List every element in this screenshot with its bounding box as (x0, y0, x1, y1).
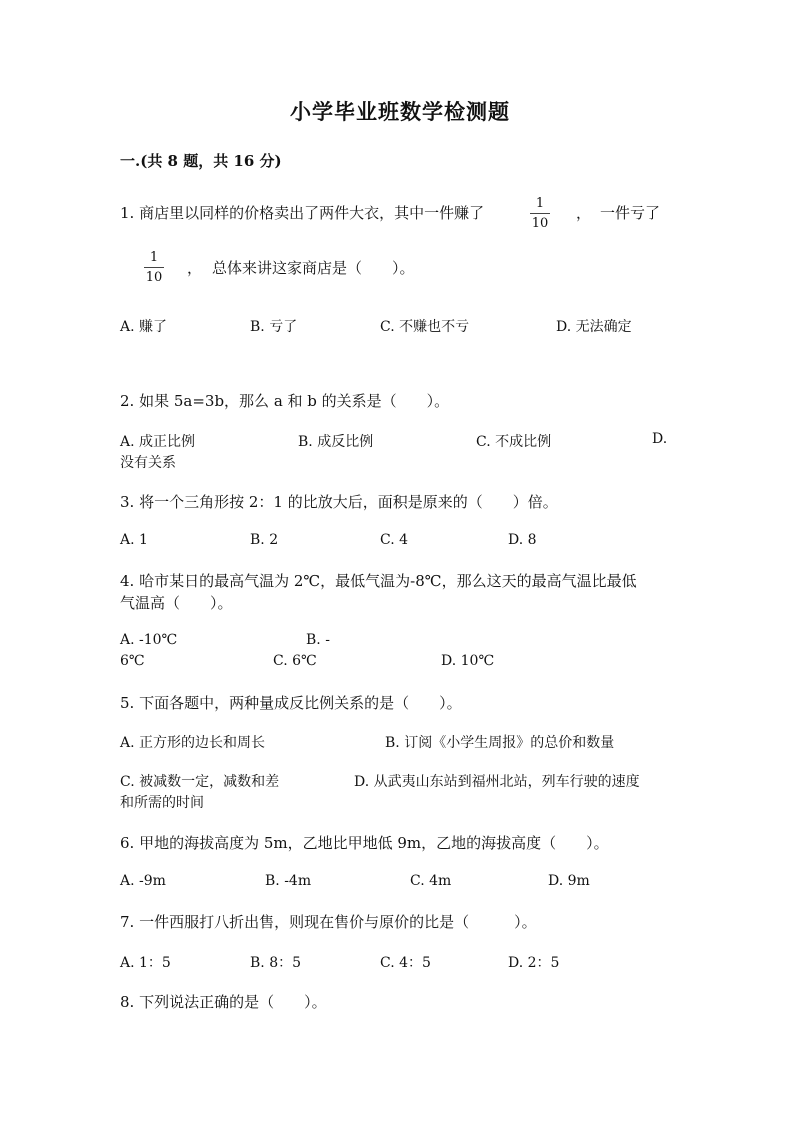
question-7-option-c[interactable]: C. 4：5 (380, 955, 431, 971)
question-2-option-c[interactable]: C. 不成比例 (476, 434, 552, 450)
fraction-2-denominator: 10 (145, 270, 163, 285)
question-4-option-c[interactable]: C. 6℃ (273, 653, 317, 669)
question-5-option-d[interactable]: D. 从武夷山东站到福州北站，列车行驶的速度 (354, 774, 640, 790)
question-3-text: 3. 将一个三角形按 2：1 的比放大后，面积是原来的（ ）倍。 (120, 493, 558, 511)
question-1-option-a[interactable]: A. 赚了 (120, 319, 168, 335)
question-3-option-b[interactable]: B. 2 (250, 532, 279, 548)
question-1-text: 1. 商店里以同样的价格卖出了两件大衣，其中一件赚了 (120, 204, 485, 222)
question-5-option-a[interactable]: A. 正方形的边长和周长 (120, 735, 266, 751)
question-8-text: 8. 下列说法正确的是（ ）。 (120, 993, 327, 1011)
fraction-1-denominator: 10 (531, 216, 549, 231)
question-4-option-b-value[interactable]: 6℃ (120, 653, 145, 669)
question-7-text: 7. 一件西服打八折出售，则现在售价与原价的比是（ ）。 (120, 913, 537, 931)
section-heading: 一.(共 8 题，共 16 分) (120, 152, 282, 170)
question-2-option-a[interactable]: A. 成正比例 (120, 434, 196, 450)
fraction-1 (529, 196, 551, 231)
question-6-option-a[interactable]: A. -9m (120, 873, 166, 889)
question-4-option-d[interactable]: D. 10℃ (441, 653, 495, 669)
question-4-option-a[interactable]: A. -10℃ (120, 632, 178, 648)
question-5-option-b[interactable]: B. 订阅《小学生周报》的总价和数量 (385, 735, 615, 751)
fraction-2-bar (144, 267, 164, 268)
question-1-option-d[interactable]: D. 无法确定 (556, 319, 632, 335)
question-2-text: 2. 如果 5a=3b，那么 a 和 b 的关系是（ ）。 (120, 392, 450, 410)
question-6-text: 6. 甲地的海拔高度为 5m，乙地比甲地低 9m，乙地的海拔高度（ ）。 (120, 834, 609, 852)
question-2-option-d-text[interactable]: 没有关系 (120, 455, 176, 471)
question-5-option-c[interactable]: C. 被减数一定，减数和差 (120, 774, 280, 790)
question-1-comma-1: ， (576, 204, 592, 222)
question-1-comma-2: ， (187, 259, 203, 277)
fraction-2-numerator: 1 (149, 250, 159, 265)
page-title: 小学毕业班数学检测题 (290, 99, 510, 124)
question-7-option-a[interactable]: A. 1：5 (120, 955, 171, 971)
question-1-option-c[interactable]: C. 不赚也不亏 (380, 319, 470, 335)
fraction-1-numerator: 1 (535, 196, 545, 211)
question-5-option-d-continued[interactable]: 和所需的时间 (120, 795, 204, 811)
question-3-option-c[interactable]: C. 4 (380, 532, 409, 548)
question-4-text-line-2: 气温高（ ）。 (120, 594, 233, 612)
question-7-option-d[interactable]: D. 2：5 (508, 955, 560, 971)
question-6-option-d[interactable]: D. 9m (548, 873, 590, 889)
question-1-text-3: 总体来讲这家商店是（ ）。 (212, 259, 415, 277)
question-6-option-c[interactable]: C. 4m (410, 873, 452, 889)
question-4-text-line-1: 4. 哈市某日的最高气温为 2℃，最低气温为-8℃，那么这天的最高气温比最低 (120, 572, 637, 590)
question-3-option-d[interactable]: D. 8 (508, 532, 537, 548)
question-4-option-b[interactable]: B. - (306, 632, 330, 648)
question-7-option-b[interactable]: B. 8：5 (250, 955, 302, 971)
question-3-option-a[interactable]: A. 1 (120, 532, 148, 548)
question-6-option-b[interactable]: B. -4m (265, 873, 312, 889)
question-1-text-2: 一件亏了 (600, 204, 661, 222)
question-5-text: 5. 下面各题中，两种量成反比例关系的是（ ）。 (120, 694, 462, 712)
fraction-2 (143, 250, 165, 285)
question-1-option-b[interactable]: B. 亏了 (250, 319, 298, 335)
question-2-option-b[interactable]: B. 成反比例 (298, 434, 374, 450)
fraction-1-bar (530, 213, 550, 214)
question-2-option-d[interactable]: D. (652, 431, 668, 447)
